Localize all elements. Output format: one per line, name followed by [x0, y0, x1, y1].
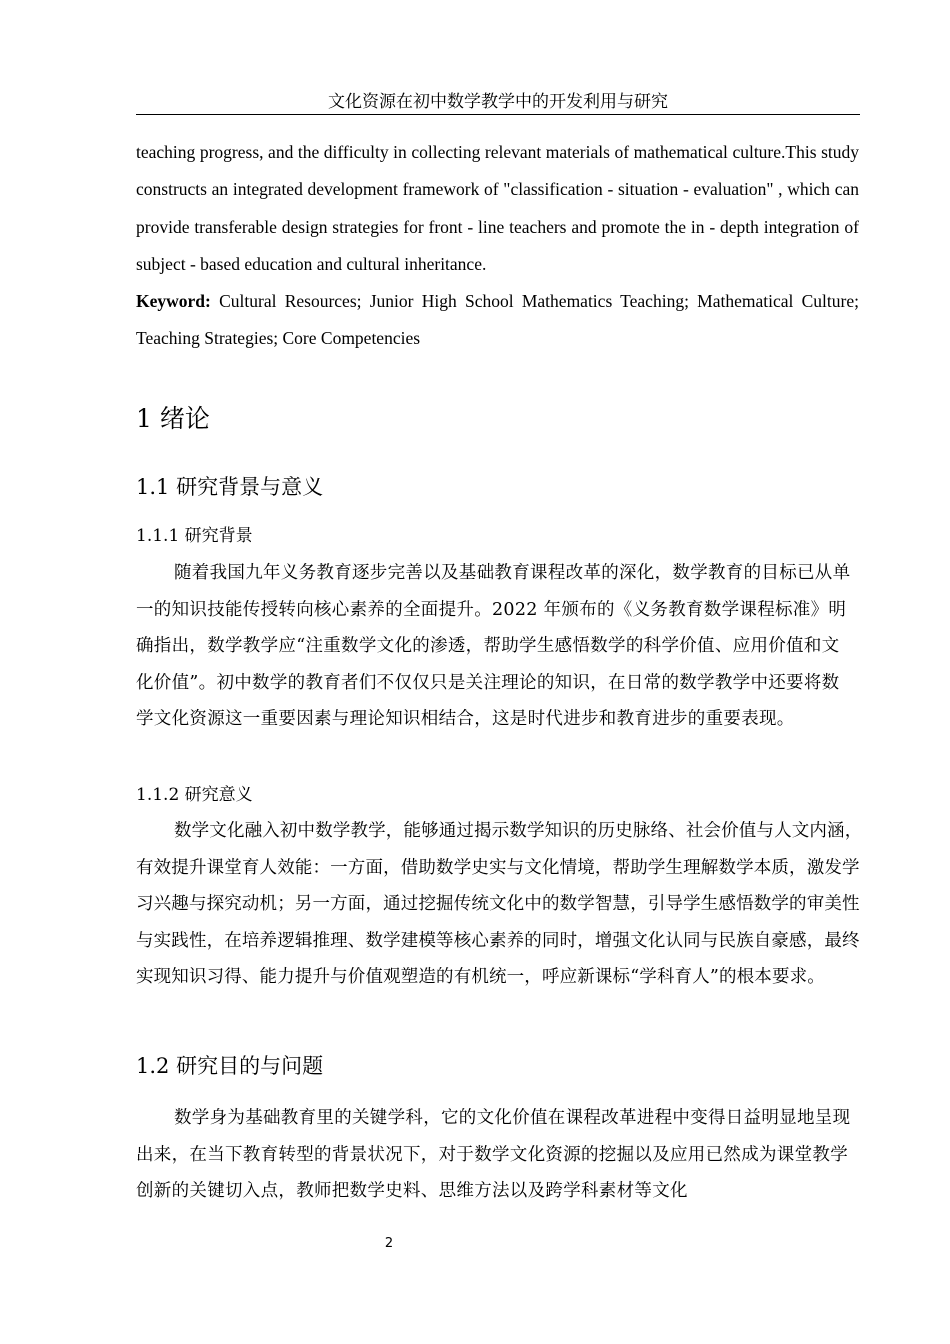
paragraph-research-background: 随着我国九年义务教育逐步完善以及基础教育课程改革的深化，数学教育的目标已从单一的知识技能传授转向核心素养的全面提升。2022 年颁布的《义务教育数学课程标准》明确指出，数学教学应“注重数学文化的渗透，帮助学生感悟数学的科学价值、应用价值和文化价值”。初中数学的教育者们不仅仅只是关注理论的知识，在日常的数学教学中还要将数学文化资源这一重要因素与理论知识相结合，这是时代进步和教育进步的重要表现。 — [136, 563, 851, 730]
running-header: 文化资源在初中数学教学中的开发利用与研究 — [136, 90, 860, 115]
section-heading-1-1: 1.1 研究背景与意义 — [136, 475, 324, 499]
section-heading-1-2: 1.2 研究目的与问题 — [136, 1054, 324, 1078]
keywords-text: Cultural Resources; Junior High School Mathematics Teaching; Mathematical Culture; Teaching Strategies; Core Competencies — [136, 291, 859, 349]
section-heading-1-1-2: 1.1.2 研究意义 — [136, 785, 253, 805]
paragraph-research-purpose: 数学身为基础教育里的关键学科，它的文化价值在课程改革进程中变得日益明显地呈现出来，在当下教育转型的背景状况下，对于数学文化资源的挖掘以及应用已然成为课堂教学创新的关键切入点，教师把数学史料、思维方法以及跨学科素材等文化 — [136, 1108, 851, 1202]
abstract-english — [136, 134, 859, 358]
keyword-label: Keyword: — [136, 291, 211, 312]
section-heading-1: 1 绪论 — [136, 404, 210, 433]
page-number: 2 — [384, 1236, 394, 1251]
abstract-text: teaching progress, and the difficulty in collecting relevant materials of mathematical culture.This study constructs an integrated development framework of "classification - situation - evaluation" , which can provide transferable design strategies for front - line teachers and promote the in - depth integration of subject - based education and cultural inheritance. — [136, 142, 859, 274]
section-heading-1-1-1: 1.1.1 研究背景 — [136, 526, 253, 546]
keywords-line — [136, 283, 859, 358]
paragraph-research-significance: 数学文化融入初中数学教学，能够通过揭示数学知识的历史脉络、社会价值与人文内涵，有效提升课堂育人效能：一方面，借助数学史实与文化情境，帮助学生理解数学本质，激发学习兴趣与探究动机；另一方面，通过挖掘传统文化中的数学智慧，引导学生感悟数学的审美性与实践性，在培养逻辑推理、数学建模等核心素养的同时，增强文化认同与民族自豪感，最终实现知识习得、能力提升与价值观塑造的有机统一，呼应新课标“学科育人”的根本要求。 — [136, 821, 863, 988]
